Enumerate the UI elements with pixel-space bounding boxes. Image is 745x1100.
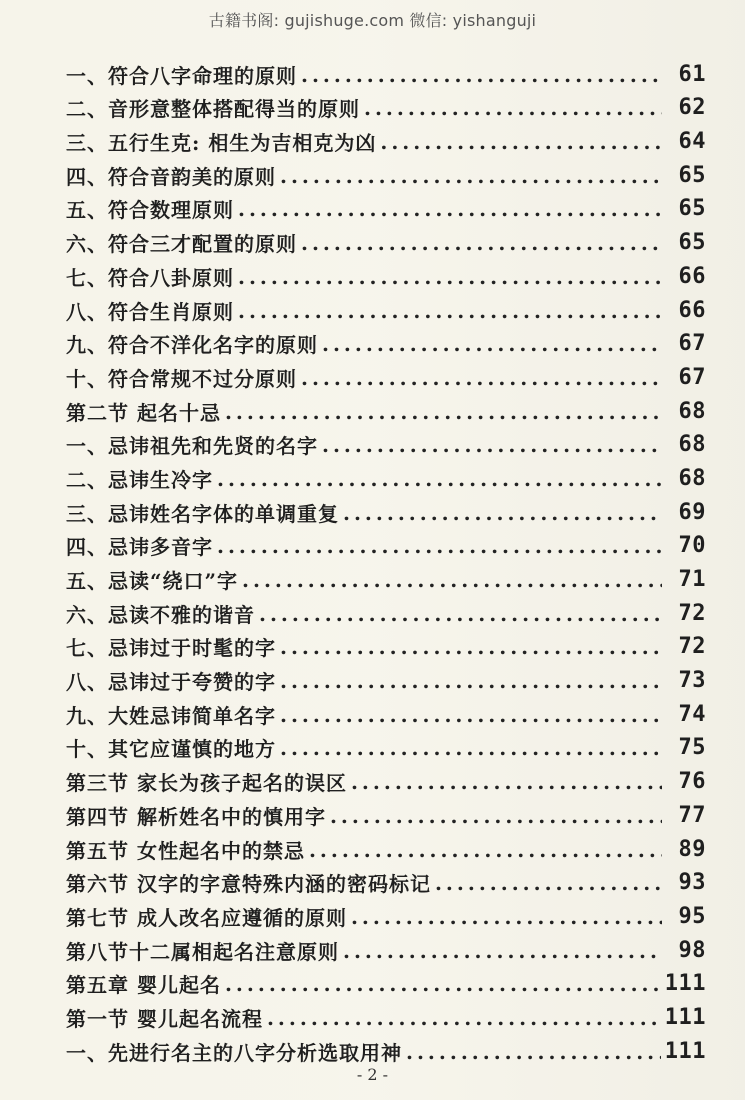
toc-entry-page: 66 <box>678 297 706 323</box>
toc-entry-title: 第五节 女性起名中的禁忌 <box>66 838 305 863</box>
toc-entry-page: 65 <box>678 230 706 256</box>
toc-entry <box>66 759 706 796</box>
toc-dot-leader <box>280 705 662 725</box>
toc-entry-page: 68 <box>678 398 706 424</box>
toc-dot-leader <box>238 301 662 321</box>
toc-entry-page: 75 <box>678 735 706 761</box>
toc-entry-title: 第四节 解析姓名中的慎用字 <box>66 804 326 829</box>
toc-entry-title: 第三节 家长为孩子起名的误区 <box>66 771 347 796</box>
toc-entry-page: 65 <box>678 196 706 222</box>
toc-entry <box>66 119 706 156</box>
toc-entry-title: 十、符合常规不过分原则 <box>66 366 297 391</box>
toc-entry <box>66 591 706 625</box>
toc-dot-leader <box>259 604 662 624</box>
table-of-contents <box>66 52 706 1063</box>
toc-dot-leader <box>380 132 662 152</box>
toc-entry-title: 六、符合三才配置的原则 <box>66 232 297 257</box>
toc-entry <box>66 793 706 827</box>
toc-entry-page: 61 <box>678 61 706 87</box>
toc-dot-leader <box>364 98 662 118</box>
toc-entry-title: 七、符合八卦原则 <box>66 265 234 290</box>
toc-entry-page: 111 <box>664 1038 706 1064</box>
toc-entry-page: 111 <box>664 1004 706 1030</box>
toc-dot-leader <box>435 873 662 893</box>
toc-entry-title: 十、其它应谨慎的地方 <box>66 737 276 762</box>
toc-dot-leader <box>330 806 662 826</box>
toc-entry-title: 九、大姓忌讳简单名字 <box>66 703 276 728</box>
toc-entry-title: 三、五行生克: 相生为吉相克为凶 <box>66 131 377 156</box>
toc-dot-leader <box>301 233 662 253</box>
toc-entry <box>66 490 706 524</box>
toc-entry <box>66 389 706 423</box>
toc-entry-page: 67 <box>678 331 706 357</box>
toc-entry-page: 68 <box>678 432 706 458</box>
toc-entry <box>66 1029 706 1063</box>
toc-entry <box>66 557 706 591</box>
toc-entry-page: 98 <box>678 937 706 963</box>
toc-entry <box>66 658 706 695</box>
toc-entry <box>66 52 706 86</box>
toc-entry-title: 第八节十二属相起名注意原则 <box>66 939 339 964</box>
toc-entry-page: 68 <box>678 465 706 491</box>
toc-entry <box>66 288 706 322</box>
toc-entry-page: 111 <box>664 971 706 997</box>
toc-entry-title: 四、符合音韵美的原则 <box>66 164 276 189</box>
toc-entry <box>66 524 706 558</box>
toc-dot-leader <box>225 402 662 422</box>
toc-entry-title: 九、符合不洋化名字的原则 <box>66 333 318 358</box>
toc-entry <box>66 861 706 895</box>
toc-entry-page: 74 <box>678 701 706 727</box>
toc-entry-title: 第六节 汉字的字意特殊内涵的密码标记 <box>66 872 431 897</box>
toc-entry-page: 62 <box>678 95 706 121</box>
toc-entry <box>66 220 706 257</box>
toc-entry <box>66 355 706 389</box>
page-number: - 2 - <box>356 1065 389 1084</box>
toc-entry-page: 65 <box>678 162 706 188</box>
toc-entry-page: 76 <box>678 769 706 795</box>
toc-dot-leader <box>280 637 662 657</box>
toc-entry-page: 73 <box>678 668 706 694</box>
toc-dot-leader <box>280 671 662 691</box>
toc-entry-title: 八、符合生肖原则 <box>66 299 234 324</box>
toc-entry <box>66 894 706 928</box>
toc-entry-page: 77 <box>678 802 706 828</box>
toc-entry-title: 三、忌讳姓名字体的单调重复 <box>66 501 339 526</box>
toc-dot-leader <box>280 738 662 758</box>
toc-dot-leader <box>351 772 662 792</box>
toc-entry-title: 五、符合数理原则 <box>66 198 234 223</box>
toc-entry <box>66 86 706 120</box>
toc-entry <box>66 928 706 962</box>
toc-entry-title: 二、忌讳生冷字 <box>66 467 213 492</box>
toc-entry <box>66 187 706 221</box>
toc-entry <box>66 153 706 187</box>
toc-entry-page: 72 <box>678 600 706 626</box>
toc-dot-leader <box>301 368 662 388</box>
toc-entry <box>66 456 706 490</box>
toc-entry-page: 95 <box>678 903 706 929</box>
toc-dot-leader <box>351 907 662 927</box>
toc-entry-page: 89 <box>678 836 706 862</box>
toc-entry-title: 第一节 婴儿起名流程 <box>66 1006 263 1031</box>
toc-entry <box>66 322 706 356</box>
toc-dot-leader <box>217 536 662 556</box>
toc-entry-title: 五、忌读“绕口”字 <box>66 569 239 593</box>
toc-entry <box>66 827 706 861</box>
toc-entry-page: 69 <box>678 499 706 525</box>
toc-dot-leader <box>238 199 662 219</box>
toc-entry-title: 二、音形意整体搭配得当的原则 <box>66 97 360 122</box>
toc-entry-title: 六、忌读不雅的谐音 <box>66 602 255 627</box>
toc-entry <box>66 423 706 457</box>
toc-entry <box>66 962 706 996</box>
toc-dot-leader <box>242 570 662 590</box>
toc-entry-title: 八、忌讳过于夸赞的字 <box>66 670 276 695</box>
toc-entry <box>66 726 706 760</box>
toc-dot-leader <box>238 267 662 287</box>
toc-entry <box>66 995 706 1029</box>
toc-dot-leader <box>406 1042 661 1062</box>
toc-entry-page: 66 <box>678 263 706 289</box>
toc-dot-leader <box>301 65 662 85</box>
toc-dot-leader <box>309 840 662 860</box>
toc-dot-leader <box>322 435 662 455</box>
toc-dot-leader <box>280 166 662 186</box>
toc-dot-leader <box>343 941 662 961</box>
toc-entry <box>66 625 706 659</box>
toc-entry-title: 四、忌讳多音字 <box>66 535 213 560</box>
toc-entry-title: 第五章 婴儿起名 <box>66 973 221 998</box>
toc-entry-title: 一、先进行名主的八字分析选取用神 <box>66 1040 402 1065</box>
toc-entry-page: 67 <box>678 364 706 390</box>
toc-entry-title: 第七节 成人改名应遵循的原则 <box>66 905 347 930</box>
toc-entry-page: 72 <box>678 634 706 660</box>
toc-entry-title: 第二节 起名十忌 <box>66 400 221 425</box>
toc-entry-title: 七、忌讳过于时髦的字 <box>66 636 276 661</box>
toc-dot-leader <box>267 1008 661 1028</box>
toc-entry-page: 64 <box>678 129 706 155</box>
toc-dot-leader <box>343 503 662 523</box>
toc-dot-leader <box>225 974 661 994</box>
toc-entry-title: 一、符合八字命理的原则 <box>66 63 297 88</box>
toc-entry-page: 70 <box>678 533 706 559</box>
toc-entry <box>66 692 706 726</box>
toc-entry-page: 93 <box>678 870 706 896</box>
toc-entry-title: 一、忌讳祖先和先贤的名字 <box>66 434 318 459</box>
toc-dot-leader <box>217 469 662 489</box>
toc-dot-leader <box>322 334 662 354</box>
toc-entry-page: 71 <box>678 567 706 592</box>
toc-entry <box>66 254 706 288</box>
page-header: 古籍书阁: gujishuge.com 微信: yishanguji <box>208 11 537 30</box>
